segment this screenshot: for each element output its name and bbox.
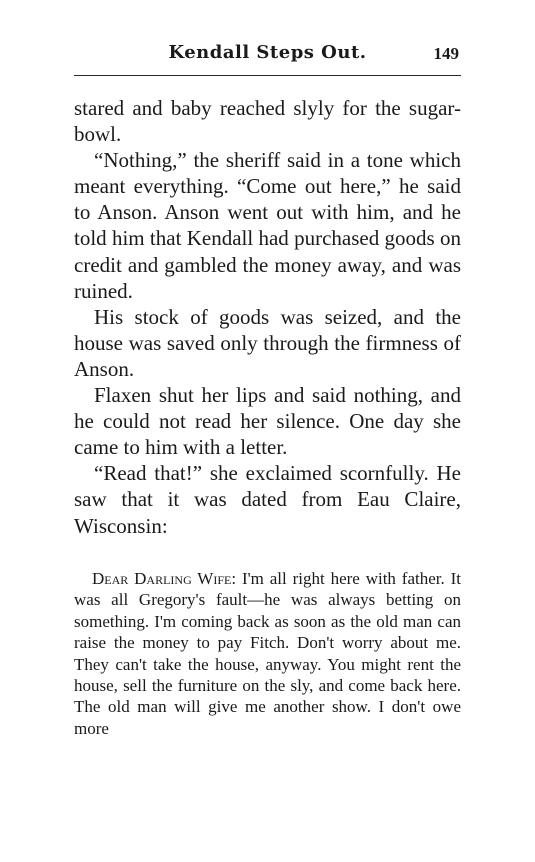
page-number: 149 xyxy=(433,44,459,63)
body-text xyxy=(74,95,461,539)
paragraph: Flaxen shut her lips and said nothing, and he could not read her silence. One day she came to him with a letter. xyxy=(74,383,461,460)
running-head xyxy=(74,42,461,72)
letter-salutation: Dear Darling Wife: xyxy=(92,569,237,588)
letter-paragraph xyxy=(74,568,461,739)
paragraph: “Read that!” she exclaimed scornfully. He saw that it was dated from Eau Claire, Wisconsin: xyxy=(74,461,461,538)
paragraph: “Nothing,” the sheriff said in a tone which meant everything. “Come out here,” he said to Anson. Anson went out with him, and he told him that Kendall had purchased goods on credit and gambled the money away, and was ruined. xyxy=(74,148,461,303)
letter-text: I'm all right here with father. It was all Gregory's fault—he was always betting on something. I'm coming back as soon as the old man can raise the money to pay Fitch. Don't worry about me. They can't take the house, anyway. You might rent the house, sell the furniture on the sly, and come back here. The old man will give me another show. I don't owe more xyxy=(74,569,461,738)
paragraph: stared and baby reached slyly for the sugar-bowl. xyxy=(74,96,461,147)
paragraph: His stock of goods was seized, and the house was saved only through the firmness of Anson. xyxy=(74,304,461,381)
header-rule xyxy=(74,75,461,76)
quoted-letter xyxy=(74,568,461,739)
chapter-title: Kendall Steps Out. xyxy=(168,42,367,63)
